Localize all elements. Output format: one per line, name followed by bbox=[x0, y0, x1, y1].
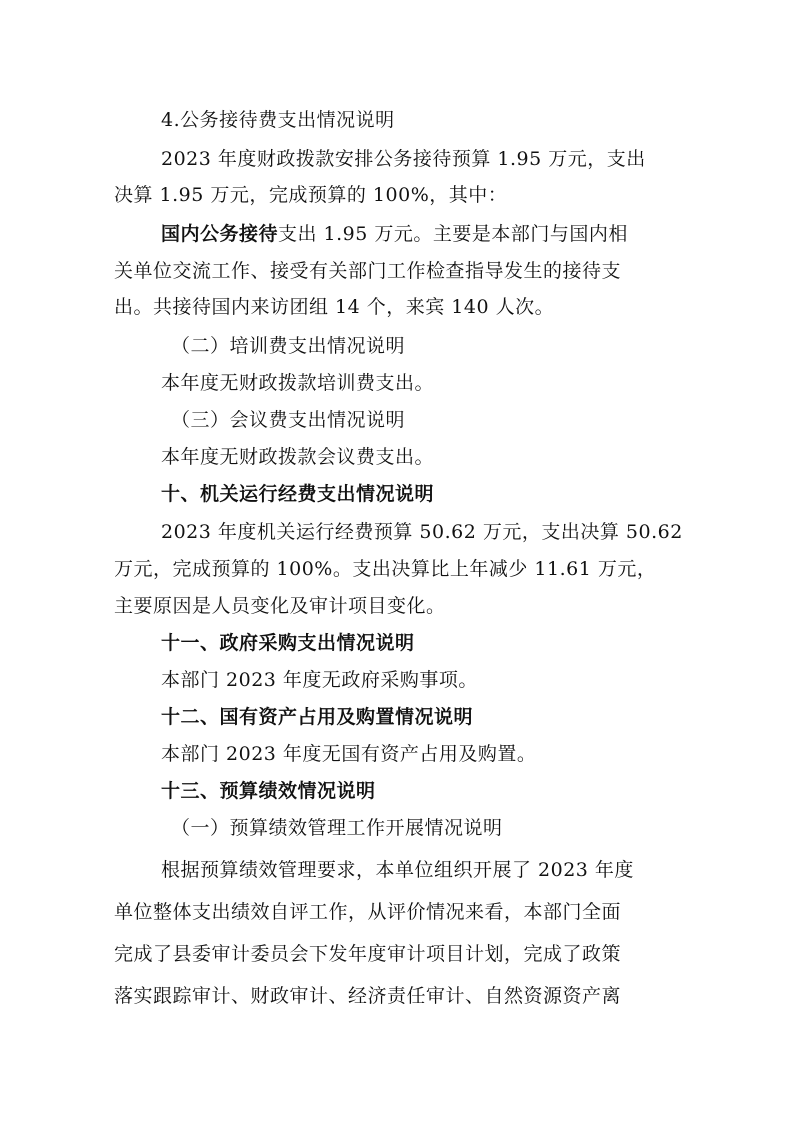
assets-heading: 十二、国有资产占用及购置情况说明 bbox=[161, 706, 474, 728]
performance-subheading: （一）预算绩效管理工作开展情况说明 bbox=[171, 817, 503, 839]
operating-expenses-heading: 十、机关运行经费支出情况说明 bbox=[161, 483, 435, 505]
hospitality-paragraph-line: 决算 1.95 万元，完成预算的 100%，其中： bbox=[114, 184, 508, 206]
procurement-heading: 十一、政府采购支出情况说明 bbox=[161, 632, 415, 654]
operating-expenses-line: 万元，完成预算的 100%。支出决算比上年减少 11.61 万元， bbox=[114, 558, 657, 580]
performance-paragraph-line: 落实跟踪审计、财政审计、经济责任审计、自然资源资产离 bbox=[114, 985, 622, 1007]
hospitality-detail-line: 出。共接待国内来访团组 14 个，来宾 140 人次。 bbox=[114, 296, 555, 318]
procurement-text: 本部门 2023 年度无政府采购事项。 bbox=[161, 669, 478, 691]
domestic-hospitality-label: 国内公务接待 bbox=[161, 223, 279, 245]
domestic-hospitality-line bbox=[161, 221, 684, 247]
training-title: （二）培训费支出情况说明 bbox=[171, 335, 406, 357]
performance-paragraph-line: 单位整体支出绩效自评工作，从评价情况来看，本部门全面 bbox=[114, 901, 622, 923]
performance-paragraph-line: 完成了县委审计委员会下发年度审计项目计划，完成了政策 bbox=[114, 943, 622, 965]
performance-paragraph-line: 根据预算绩效管理要求，本单位组织开展了 2023 年度 bbox=[161, 859, 634, 881]
hospitality-detail-line: 关单位交流工作、接受有关部门工作检查指导发生的接待支 bbox=[114, 260, 622, 282]
hospitality-paragraph-line: 2023 年度财政拨款安排公务接待预算 1.95 万元，支出 bbox=[161, 148, 646, 170]
assets-text: 本部门 2023 年度无国有资产占用及购置。 bbox=[161, 743, 537, 765]
meeting-text: 本年度无财政拨款会议费支出。 bbox=[161, 446, 435, 468]
training-text: 本年度无财政拨款培训费支出。 bbox=[161, 372, 435, 394]
operating-expenses-line: 2023 年度机关运行经费预算 50.62 万元，支出决算 50.62 bbox=[161, 521, 683, 543]
domestic-hospitality-text: 支出 1.95 万元。主要是本部门与国内相 bbox=[278, 223, 628, 245]
hospitality-title: 4.公务接待费支出情况说明 bbox=[161, 109, 395, 131]
performance-heading: 十三、预算绩效情况说明 bbox=[161, 780, 376, 802]
operating-expenses-line: 主要原因是人员变化及审计项目变化。 bbox=[114, 595, 446, 617]
meeting-title: （三）会议费支出情况说明 bbox=[171, 409, 406, 431]
